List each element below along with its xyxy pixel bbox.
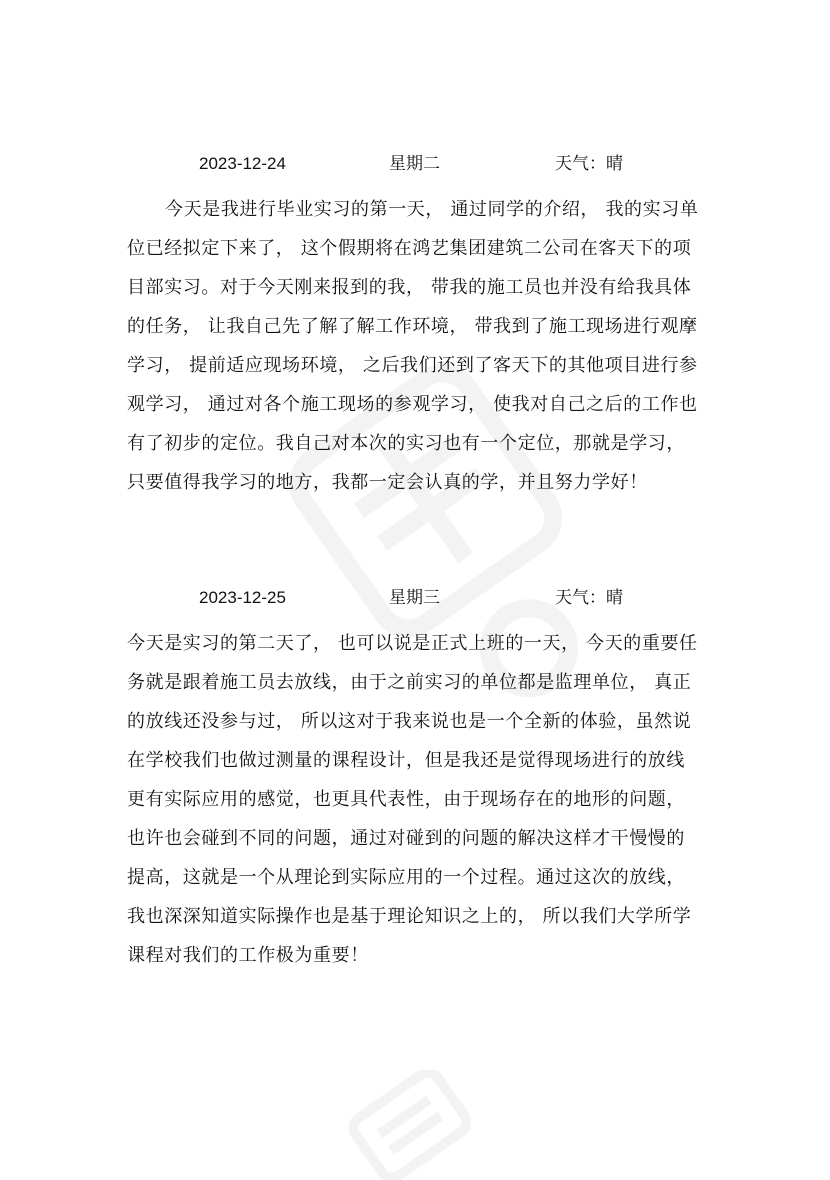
entry-line: 的任务， 让我自己先了解了解工作环境， 带我到了施工现场进行观摩 bbox=[127, 316, 698, 337]
entry-line: 目部实习。对于今天刚来报到的我， 带我的施工员也并没有给我具体 bbox=[127, 277, 692, 298]
watermark-logo-bottom bbox=[330, 1070, 490, 1180]
entry-line: 有了初步的定位。我自己对本次的实习也有一个定位，那就是学习， bbox=[127, 433, 685, 454]
entry-line: 今天是实习的第二天了， 也可以说是正式上班的一天， 今天的重要任 bbox=[127, 633, 698, 654]
entry-body bbox=[127, 624, 717, 975]
entry-line: 今天是我进行毕业实习的第一天， 通过同学的介绍， 我的实习单 bbox=[165, 199, 699, 220]
entry-line: 我也深深知道实际操作也是基于理论知识之上的， 所以我们大学所学 bbox=[127, 906, 692, 927]
entry-weekday: 星期三 bbox=[389, 588, 440, 608]
entry-line: 只要值得我学习的地方，我都一定会认真的学，并且努力学好！ bbox=[127, 472, 648, 493]
entry-line: 的放线还没参与过， 所以这对于我来说也是一个全新的体验，虽然说 bbox=[127, 711, 692, 732]
entry-line: 在学校我们也做过测量的课程设计，但是我还是觉得现场进行的放线 bbox=[127, 750, 685, 771]
entry-line: 提高，这就是一个从理论到实际应用的一个过程。通过这次的放线， bbox=[127, 867, 685, 888]
entry-line: 更有实际应用的感觉，也更具代表性，由于现场存在的地形的问题， bbox=[127, 789, 685, 810]
entry-line: 也许也会碰到不同的问题，通过对碰到的问题的解决这样才干慢慢的 bbox=[127, 828, 685, 849]
entry-header bbox=[127, 150, 717, 178]
entry-line: 课程对我们的工作极为重要！ bbox=[127, 945, 369, 966]
entry-body bbox=[127, 190, 717, 502]
entry-header bbox=[127, 584, 717, 612]
entry-date: 2023-12-24 bbox=[199, 154, 286, 173]
diary-entry bbox=[127, 584, 717, 975]
entry-line: 学习， 提前适应现场环境， 之后我们还到了客天下的其他项目进行参 bbox=[127, 355, 698, 376]
entry-line: 务就是跟着施工员去放线，由于之前实习的单位都是监理单位， 真正 bbox=[127, 672, 692, 693]
diary-entry bbox=[127, 150, 717, 502]
entry-date: 2023-12-25 bbox=[199, 588, 286, 607]
entry-weekday: 星期二 bbox=[389, 154, 440, 174]
entry-weather: 天气：晴 bbox=[555, 154, 623, 174]
entry-line: 位已经拟定下来了， 这个假期将在鸿艺集团建筑二公司在客天下的项 bbox=[127, 238, 692, 259]
entry-line: 观学习， 通过对各个施工现场的参观学习， 使我对自己之后的工作也 bbox=[127, 394, 698, 415]
entry-weather: 天气：晴 bbox=[555, 588, 623, 608]
